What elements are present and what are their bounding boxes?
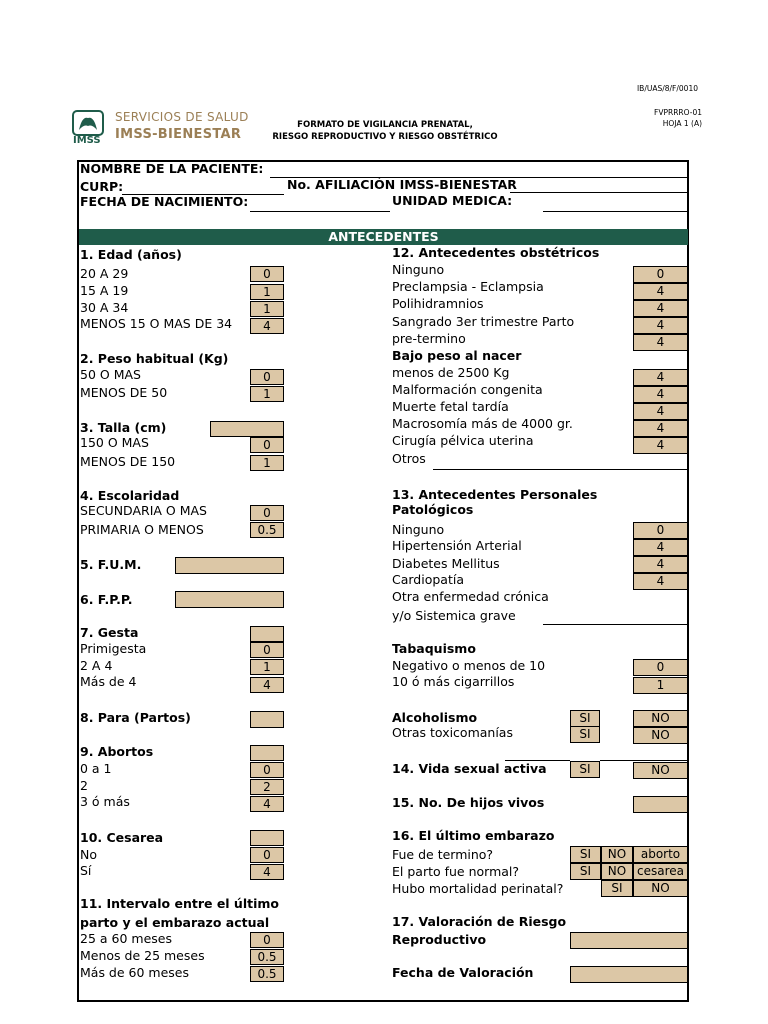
sheet-number: HOJA 1 (A) — [662, 119, 702, 128]
obstetricos-label: menos de 2500 Kg — [392, 365, 510, 380]
patologicos-label: Cardiopatía — [392, 572, 464, 587]
escolaridad-label: SECUNDARIA O MAS — [80, 503, 207, 518]
abortos-score[interactable]: 4 — [250, 796, 284, 812]
tabaquismo-label: 10 ó más cigarrillos — [392, 674, 515, 689]
obstetricos-score[interactable]: 4 — [633, 300, 688, 317]
fecha-valoracion-input[interactable] — [570, 966, 688, 983]
obstetricos-title: 12. Antecedentes obstétricos — [392, 245, 600, 260]
edad-score[interactable]: 0 — [250, 266, 284, 282]
abortos-score[interactable]: 2 — [250, 779, 284, 795]
termino-si[interactable]: SI — [570, 846, 601, 863]
peso-title: 2. Peso habitual (Kg) — [80, 351, 229, 366]
medical-unit-field[interactable] — [543, 211, 688, 212]
obstetricos-score[interactable]: 4 — [633, 386, 688, 403]
alcoholismo-title: Alcoholismo — [392, 710, 478, 725]
edad-label: 20 A 29 — [80, 266, 129, 281]
patologicos-score[interactable]: 4 — [633, 573, 688, 590]
org-name-line1: SERVICIOS DE SALUD — [115, 110, 249, 124]
otra-enfermedad-label: Otra enfermedad crónica — [392, 589, 549, 604]
vida-sexual-line-2 — [600, 760, 688, 761]
mortalidad-question: Hubo mortalidad perinatal? — [392, 881, 564, 896]
curp-label: CURP: — [80, 179, 124, 194]
org-name-line2: IMSS-BIENESTAR — [115, 127, 242, 142]
patologicos-score[interactable]: 4 — [633, 539, 688, 556]
peso-score[interactable]: 1 — [250, 386, 284, 402]
edad-label: MENOS 15 O MAS DE 34 — [80, 316, 233, 331]
talla-score[interactable]: 0 — [250, 437, 284, 453]
gesta-label: Primigesta — [80, 641, 147, 656]
cesarea-label: Sí — [80, 863, 92, 878]
talla-label: 150 O MAS — [80, 435, 149, 450]
otros-field[interactable] — [433, 469, 688, 470]
mortalidad-no[interactable]: NO — [633, 880, 688, 897]
obstetricos-label: Cirugía pélvica uterina — [392, 433, 534, 448]
obstetricos-label: Preclampsia - Eclampsia — [392, 279, 544, 294]
edad-label: 30 A 34 — [80, 300, 129, 315]
abortos-title: 9. Abortos — [80, 744, 154, 759]
peso-score[interactable]: 0 — [250, 369, 284, 385]
gesta-score[interactable]: 1 — [250, 659, 284, 675]
cesarea-label: No — [80, 847, 97, 862]
gesta-score[interactable]: 4 — [250, 677, 284, 693]
intervalo-title: 11. Intervalo entre el último — [80, 896, 279, 911]
talla-score[interactable]: 1 — [250, 455, 284, 471]
gesta-score[interactable]: 0 — [250, 642, 284, 658]
form-title-line1: FORMATO DE VIGILANCIA PRENATAL, — [297, 120, 473, 130]
patologicos-title: 13. Antecedentes Personales — [392, 487, 598, 502]
cesarea-score[interactable]: 4 — [250, 864, 284, 880]
otra-enfermedad-label-2: y/o Sistemica grave — [392, 608, 516, 623]
patologicos-title-2: Patológicos — [392, 502, 474, 517]
patologicos-label: Hipertensión Arterial — [392, 538, 522, 553]
patologicos-label: Diabetes Mellitus — [392, 556, 500, 571]
otra-enfermedad-field[interactable] — [543, 624, 688, 625]
peso-label: 50 O MAS — [80, 367, 141, 382]
intervalo-label: Más de 60 meses — [80, 965, 189, 980]
edad-label: 15 A 19 — [80, 283, 129, 298]
obstetricos-score[interactable]: 4 — [633, 334, 688, 351]
parto-cesarea[interactable]: cesarea — [633, 863, 688, 880]
affiliation-field[interactable] — [510, 192, 688, 193]
intervalo-label: Menos de 25 meses — [80, 948, 205, 963]
para-label: 8. Para (Partos) — [80, 710, 191, 725]
patologicos-score[interactable]: 0 — [633, 522, 688, 539]
obstetricos-label: Macrosomía más de 4000 gr. — [392, 416, 573, 431]
edad-score[interactable]: 4 — [250, 318, 284, 334]
tabaquismo-label: Negativo o menos de 10 — [392, 658, 546, 673]
toxicomanias-si[interactable]: SI — [570, 726, 600, 743]
gesta-label: Más de 4 — [80, 674, 137, 689]
escolaridad-score[interactable]: 0 — [250, 505, 284, 521]
cesarea-total[interactable] — [250, 830, 284, 846]
birth-date-label: FECHA DE NACIMIENTO: — [80, 194, 249, 209]
hijos-label: 15. No. De hijos vivos — [392, 795, 545, 810]
abortos-score[interactable]: 0 — [250, 762, 284, 778]
obstetricos-score[interactable]: 4 — [633, 420, 688, 437]
obstetricos-label: Ninguno — [392, 262, 445, 277]
alcoholismo-no[interactable]: NO — [633, 710, 688, 727]
logo-abbrev: IMSS — [73, 135, 101, 146]
medical-unit-label: UNIDAD MEDICA: — [392, 193, 513, 208]
form-title-line2: RIESGO REPRODUCTIVO Y RIESGO OBSTÉTRICO — [272, 132, 498, 142]
intervalo-score[interactable]: 0.5 — [250, 966, 284, 982]
intervalo-score[interactable]: 0 — [250, 932, 284, 948]
form-code: FVPRRRO-01 — [654, 108, 702, 117]
fpp-label: 6. F.P.P. — [80, 592, 133, 607]
mortalidad-si[interactable]: SI — [601, 880, 633, 897]
toxicomanias-no[interactable]: NO — [633, 727, 688, 744]
alcoholismo-si[interactable]: SI — [570, 710, 600, 727]
fum-label: 5. F.U.M. — [80, 557, 142, 572]
peso-label: MENOS DE 50 — [80, 385, 168, 400]
para-input[interactable] — [250, 711, 284, 728]
obstetricos-score[interactable]: 4 — [633, 369, 688, 386]
parto-normal-question: El parto fue normal? — [392, 864, 520, 879]
gesta-label: 2 A 4 — [80, 658, 113, 673]
birth-date-field[interactable] — [250, 211, 390, 212]
patient-name-label: NOMBRE DE LA PACIENTE: — [80, 161, 264, 176]
vida-sexual-no[interactable]: NO — [633, 762, 688, 779]
escolaridad-score[interactable]: 0.5 — [250, 522, 284, 538]
talla-label: MENOS DE 150 — [80, 454, 176, 469]
edad-score[interactable]: 1 — [250, 301, 284, 317]
imss-logo — [72, 110, 106, 146]
termino-no[interactable]: NO — [601, 846, 633, 863]
tabaquismo-score[interactable]: 0 — [633, 659, 688, 676]
toxicomanias-label: Otras toxicomanías — [392, 725, 513, 740]
abortos-label: 3 ó más — [80, 794, 130, 809]
tabaquismo-score[interactable]: 1 — [633, 677, 688, 694]
patologicos-label: Ninguno — [392, 522, 445, 537]
gesta-total[interactable] — [250, 626, 284, 642]
fpp-input[interactable] — [175, 591, 284, 608]
abortos-label: 2 — [80, 778, 88, 793]
obstetricos-label: Muerte fetal tardía — [392, 399, 509, 414]
fum-input[interactable] — [175, 557, 284, 574]
talla-title: 3. Talla (cm) — [80, 420, 167, 435]
intervalo-title-2: parto y el embarazo actual — [80, 915, 270, 930]
bajo-peso-title: Bajo peso al nacer — [392, 348, 522, 363]
obstetricos-score[interactable]: 0 — [633, 266, 688, 283]
termino-question: Fue de termino? — [392, 847, 494, 862]
tabaquismo-title: Tabaquismo — [392, 641, 476, 656]
escolaridad-label: PRIMARIA O MENOS — [80, 522, 204, 537]
obstetricos-label: Polihidramnios — [392, 296, 484, 311]
parto-normal-si[interactable]: SI — [570, 863, 601, 880]
parto-normal-no[interactable]: NO — [601, 863, 633, 880]
obstetricos-score[interactable]: 4 — [633, 437, 688, 454]
cesarea-score[interactable]: 0 — [250, 847, 284, 863]
talla-input[interactable] — [210, 421, 284, 437]
doc-code: IB/UAS/8/F/0010 — [636, 84, 698, 93]
obstetricos-score[interactable]: 4 — [633, 403, 688, 420]
cesarea-title: 10. Cesarea — [80, 830, 164, 845]
vida-sexual-si[interactable]: SI — [570, 761, 600, 778]
termino-aborto[interactable]: aborto — [633, 846, 688, 863]
section-antecedentes: ANTECEDENTES — [79, 229, 688, 245]
affiliation-label: No. AFILIACIÓN IMSS-BIENESTAR — [287, 177, 517, 192]
intervalo-label: 25 a 60 meses — [80, 931, 172, 946]
otros-label: Otros — [392, 451, 426, 466]
obstetricos-label: Sangrado 3er trimestre Parto — [392, 314, 575, 329]
valoracion-title: 17. Valoración de Riesgo — [392, 914, 567, 929]
valoracion-input[interactable] — [570, 932, 688, 949]
obstetricos-label: Malformación congenita — [392, 382, 543, 397]
obstetricos-score[interactable]: 4 — [633, 283, 688, 300]
hijos-input[interactable] — [633, 796, 688, 813]
fecha-valoracion-label: Fecha de Valoración — [392, 965, 534, 980]
patologicos-score[interactable]: 4 — [633, 556, 688, 573]
valoracion-title-2: Reproductivo — [392, 932, 487, 947]
vida-sexual-title: 14. Vida sexual activa — [392, 761, 547, 776]
edad-score[interactable]: 1 — [250, 284, 284, 300]
edad-title: 1. Edad (años) — [80, 247, 182, 262]
intervalo-score[interactable]: 0.5 — [250, 949, 284, 965]
obstetricos-score[interactable]: 4 — [633, 317, 688, 334]
abortos-total[interactable] — [250, 745, 284, 761]
gesta-title: 7. Gesta — [80, 625, 139, 640]
ultimo-embarazo-title: 16. El último embarazo — [392, 828, 555, 843]
abortos-label: 0 a 1 — [80, 761, 112, 776]
escolaridad-title: 4. Escolaridad — [80, 488, 180, 503]
obstetricos-label: pre-termino — [392, 331, 466, 346]
